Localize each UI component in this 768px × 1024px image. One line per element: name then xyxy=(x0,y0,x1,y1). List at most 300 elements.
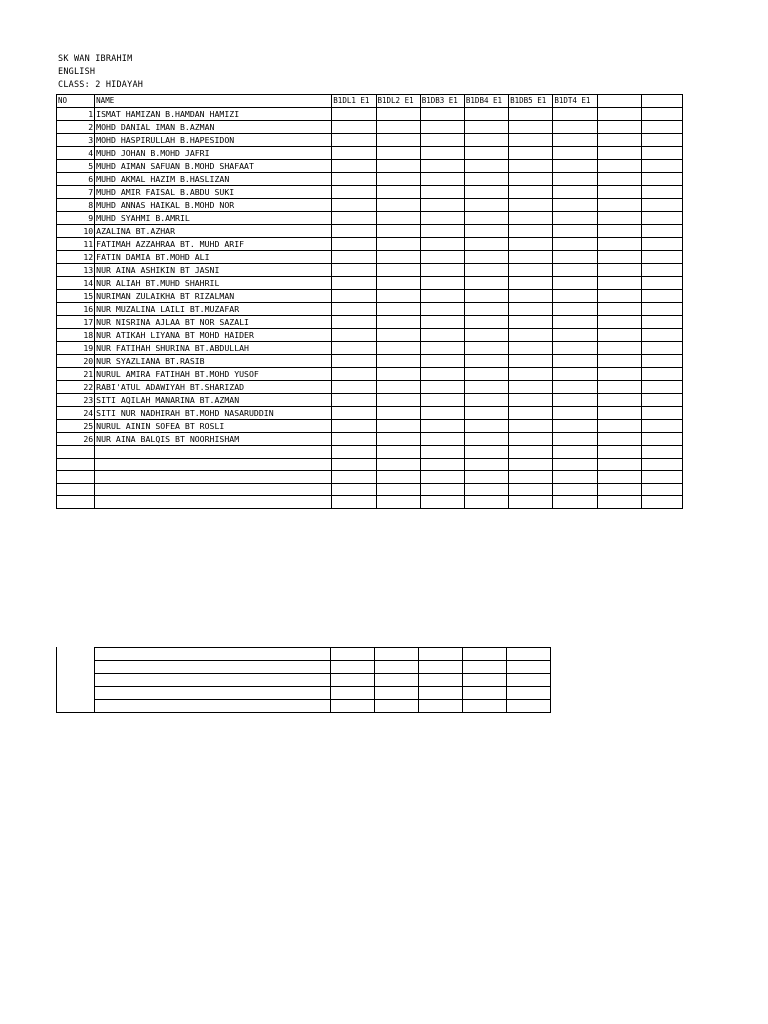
score-cell[interactable] xyxy=(376,355,420,368)
bottom-cell[interactable] xyxy=(463,648,507,661)
score-cell[interactable] xyxy=(420,433,464,446)
bottom-cell[interactable] xyxy=(331,687,375,700)
table-row xyxy=(57,496,683,509)
student-name: NURUL AMIRA FATIHAH BT.MOHD YUSOF xyxy=(95,368,332,381)
score-cell[interactable] xyxy=(464,471,508,484)
score-cell[interactable] xyxy=(553,342,597,355)
score-cell[interactable] xyxy=(509,277,553,290)
score-cell[interactable] xyxy=(509,407,553,420)
score-cell[interactable] xyxy=(464,394,508,407)
score-cell[interactable] xyxy=(420,355,464,368)
score-cell[interactable] xyxy=(509,446,553,459)
student-name: NUR AINA ASHIKIN BT JASNI xyxy=(95,264,332,277)
score-cell[interactable] xyxy=(509,303,553,316)
score-cell[interactable] xyxy=(509,420,553,433)
score-cell[interactable] xyxy=(420,186,464,199)
table-row xyxy=(57,147,683,160)
score-cell[interactable] xyxy=(597,251,641,264)
score-cell[interactable] xyxy=(332,290,376,303)
score-cell[interactable] xyxy=(509,147,553,160)
bottom-cell[interactable] xyxy=(95,648,331,661)
bottom-cell[interactable] xyxy=(95,687,331,700)
score-cell[interactable] xyxy=(464,446,508,459)
score-cell[interactable] xyxy=(597,355,641,368)
score-cell[interactable] xyxy=(641,238,682,251)
score-cell[interactable] xyxy=(597,420,641,433)
bottom-cell[interactable] xyxy=(419,687,463,700)
score-cell[interactable] xyxy=(420,238,464,251)
score-cell[interactable] xyxy=(420,342,464,355)
score-cell[interactable] xyxy=(597,199,641,212)
score-cell[interactable] xyxy=(597,238,641,251)
score-cell[interactable] xyxy=(641,121,682,134)
score-cell[interactable] xyxy=(332,134,376,147)
score-cell[interactable] xyxy=(464,433,508,446)
table-row xyxy=(57,238,683,251)
bottom-cell[interactable] xyxy=(331,700,375,713)
score-cell[interactable] xyxy=(509,290,553,303)
score-cell[interactable] xyxy=(641,108,682,121)
bottom-cell[interactable] xyxy=(419,661,463,674)
score-cell[interactable] xyxy=(553,407,597,420)
score-cell[interactable] xyxy=(332,458,376,471)
score-cell[interactable] xyxy=(553,108,597,121)
score-cell[interactable] xyxy=(420,251,464,264)
score-cell[interactable] xyxy=(376,238,420,251)
score-cell[interactable] xyxy=(553,471,597,484)
score-cell[interactable] xyxy=(420,290,464,303)
score-cell[interactable] xyxy=(553,251,597,264)
score-cell[interactable] xyxy=(641,433,682,446)
score-cell[interactable] xyxy=(553,264,597,277)
score-cell[interactable] xyxy=(420,394,464,407)
score-cell[interactable] xyxy=(332,264,376,277)
score-cell[interactable] xyxy=(509,264,553,277)
score-cell[interactable] xyxy=(332,381,376,394)
score-cell[interactable] xyxy=(332,160,376,173)
bottom-cell[interactable] xyxy=(507,648,551,661)
bottom-cell[interactable] xyxy=(95,661,331,674)
score-cell[interactable] xyxy=(464,225,508,238)
score-cell[interactable] xyxy=(641,251,682,264)
score-cell[interactable] xyxy=(641,199,682,212)
score-cell[interactable] xyxy=(332,238,376,251)
score-cell[interactable] xyxy=(332,173,376,186)
bottom-cell[interactable] xyxy=(331,648,375,661)
score-cell[interactable] xyxy=(553,290,597,303)
score-cell[interactable] xyxy=(597,108,641,121)
score-cell[interactable] xyxy=(420,471,464,484)
score-cell[interactable] xyxy=(509,134,553,147)
score-cell[interactable] xyxy=(509,225,553,238)
row-number: 24 xyxy=(57,407,95,420)
student-name xyxy=(95,471,332,484)
bottom-cell[interactable] xyxy=(331,661,375,674)
score-cell[interactable] xyxy=(376,471,420,484)
score-cell[interactable] xyxy=(509,108,553,121)
score-cell[interactable] xyxy=(420,121,464,134)
score-cell[interactable] xyxy=(553,121,597,134)
score-cell[interactable] xyxy=(376,264,420,277)
score-cell[interactable] xyxy=(420,277,464,290)
score-cell[interactable] xyxy=(509,173,553,186)
bottom-cell[interactable] xyxy=(507,700,551,713)
score-cell[interactable] xyxy=(464,134,508,147)
score-cell[interactable] xyxy=(597,173,641,186)
score-cell[interactable] xyxy=(553,446,597,459)
bottom-cell[interactable] xyxy=(507,674,551,687)
score-cell[interactable] xyxy=(332,342,376,355)
score-cell[interactable] xyxy=(553,277,597,290)
score-cell[interactable] xyxy=(464,277,508,290)
score-cell[interactable] xyxy=(553,355,597,368)
score-cell[interactable] xyxy=(641,225,682,238)
score-cell[interactable] xyxy=(464,329,508,342)
score-cell[interactable] xyxy=(597,303,641,316)
score-cell[interactable] xyxy=(376,186,420,199)
bottom-row xyxy=(95,674,551,687)
row-number: 21 xyxy=(57,368,95,381)
score-cell[interactable] xyxy=(376,147,420,160)
header-col-6: B1DT4 E1 xyxy=(553,95,597,108)
score-cell[interactable] xyxy=(464,160,508,173)
score-cell[interactable] xyxy=(641,212,682,225)
score-cell[interactable] xyxy=(464,381,508,394)
score-cell[interactable] xyxy=(420,264,464,277)
score-cell[interactable] xyxy=(509,251,553,264)
score-cell[interactable] xyxy=(641,264,682,277)
score-cell[interactable] xyxy=(420,134,464,147)
bottom-cell[interactable] xyxy=(95,674,331,687)
table-row xyxy=(57,225,683,238)
score-cell[interactable] xyxy=(332,108,376,121)
score-cell[interactable] xyxy=(553,212,597,225)
score-cell[interactable] xyxy=(332,329,376,342)
score-cell[interactable] xyxy=(553,199,597,212)
score-cell[interactable] xyxy=(376,160,420,173)
score-cell[interactable] xyxy=(464,342,508,355)
score-cell[interactable] xyxy=(420,212,464,225)
score-cell[interactable] xyxy=(376,368,420,381)
score-cell[interactable] xyxy=(597,368,641,381)
score-cell[interactable] xyxy=(464,483,508,496)
score-cell[interactable] xyxy=(553,483,597,496)
score-cell[interactable] xyxy=(376,108,420,121)
score-cell[interactable] xyxy=(464,121,508,134)
score-cell[interactable] xyxy=(597,147,641,160)
score-cell[interactable] xyxy=(376,316,420,329)
score-cell[interactable] xyxy=(376,121,420,134)
score-cell[interactable] xyxy=(332,303,376,316)
student-name: NURUL AININ SOFEA BT ROSLI xyxy=(95,420,332,433)
score-cell[interactable] xyxy=(641,381,682,394)
score-cell[interactable] xyxy=(509,316,553,329)
score-cell[interactable] xyxy=(376,329,420,342)
score-cell[interactable] xyxy=(641,134,682,147)
score-cell[interactable] xyxy=(376,199,420,212)
score-cell[interactable] xyxy=(597,471,641,484)
score-cell[interactable] xyxy=(332,355,376,368)
score-cell[interactable] xyxy=(641,147,682,160)
score-cell[interactable] xyxy=(332,225,376,238)
subject-name: ENGLISH xyxy=(58,67,96,77)
score-cell[interactable] xyxy=(597,277,641,290)
score-cell[interactable] xyxy=(332,394,376,407)
score-cell[interactable] xyxy=(464,407,508,420)
score-cell[interactable] xyxy=(597,290,641,303)
score-cell[interactable] xyxy=(509,212,553,225)
bottom-cell[interactable] xyxy=(331,674,375,687)
score-cell[interactable] xyxy=(597,342,641,355)
bottom-cell[interactable] xyxy=(375,700,419,713)
bottom-cell[interactable] xyxy=(375,648,419,661)
score-cell[interactable] xyxy=(641,186,682,199)
score-cell[interactable] xyxy=(464,199,508,212)
score-cell[interactable] xyxy=(641,160,682,173)
score-cell[interactable] xyxy=(641,368,682,381)
score-cell[interactable] xyxy=(553,433,597,446)
score-cell[interactable] xyxy=(420,368,464,381)
score-cell[interactable] xyxy=(641,407,682,420)
score-cell[interactable] xyxy=(464,458,508,471)
score-cell[interactable] xyxy=(641,355,682,368)
score-cell[interactable] xyxy=(464,420,508,433)
score-cell[interactable] xyxy=(464,316,508,329)
score-cell[interactable] xyxy=(332,471,376,484)
bottom-cell[interactable] xyxy=(95,700,331,713)
score-cell[interactable] xyxy=(420,329,464,342)
score-cell[interactable] xyxy=(376,496,420,509)
score-cell[interactable] xyxy=(641,483,682,496)
student-name: RABI'ATUL ADAWIYAH BT.SHARIZAD xyxy=(95,381,332,394)
score-cell[interactable] xyxy=(376,446,420,459)
score-cell[interactable] xyxy=(641,446,682,459)
score-cell[interactable] xyxy=(597,329,641,342)
score-cell[interactable] xyxy=(376,420,420,433)
score-cell[interactable] xyxy=(509,342,553,355)
score-cell[interactable] xyxy=(509,433,553,446)
score-cell[interactable] xyxy=(420,420,464,433)
score-cell[interactable] xyxy=(376,212,420,225)
score-cell[interactable] xyxy=(464,108,508,121)
score-cell[interactable] xyxy=(597,160,641,173)
score-cell[interactable] xyxy=(420,199,464,212)
score-cell[interactable] xyxy=(332,121,376,134)
score-cell[interactable] xyxy=(376,225,420,238)
score-cell[interactable] xyxy=(509,199,553,212)
score-cell[interactable] xyxy=(641,420,682,433)
score-cell[interactable] xyxy=(553,160,597,173)
score-cell[interactable] xyxy=(420,147,464,160)
header-no: NO xyxy=(57,95,95,108)
score-cell[interactable] xyxy=(376,277,420,290)
score-cell[interactable] xyxy=(464,186,508,199)
score-cell[interactable] xyxy=(597,407,641,420)
bottom-cell[interactable] xyxy=(507,661,551,674)
score-cell[interactable] xyxy=(509,238,553,251)
score-cell[interactable] xyxy=(332,433,376,446)
score-cell[interactable] xyxy=(332,368,376,381)
score-cell[interactable] xyxy=(376,407,420,420)
score-cell[interactable] xyxy=(420,483,464,496)
score-cell[interactable] xyxy=(332,483,376,496)
score-cell[interactable] xyxy=(509,368,553,381)
bottom-cell[interactable] xyxy=(463,687,507,700)
score-cell[interactable] xyxy=(641,316,682,329)
score-cell[interactable] xyxy=(553,496,597,509)
bottom-cell[interactable] xyxy=(375,661,419,674)
score-cell[interactable] xyxy=(376,483,420,496)
score-cell[interactable] xyxy=(420,173,464,186)
score-cell[interactable] xyxy=(464,173,508,186)
score-cell[interactable] xyxy=(420,316,464,329)
score-cell[interactable] xyxy=(464,251,508,264)
score-cell[interactable] xyxy=(597,496,641,509)
score-cell[interactable] xyxy=(464,238,508,251)
score-cell[interactable] xyxy=(509,394,553,407)
score-cell[interactable] xyxy=(553,134,597,147)
score-cell[interactable] xyxy=(509,160,553,173)
bottom-cell[interactable] xyxy=(463,661,507,674)
score-cell[interactable] xyxy=(376,303,420,316)
score-cell[interactable] xyxy=(597,212,641,225)
score-cell[interactable] xyxy=(553,303,597,316)
score-cell[interactable] xyxy=(553,316,597,329)
score-cell[interactable] xyxy=(464,496,508,509)
score-cell[interactable] xyxy=(509,496,553,509)
score-cell[interactable] xyxy=(332,199,376,212)
score-cell[interactable] xyxy=(420,458,464,471)
score-cell[interactable] xyxy=(420,303,464,316)
score-cell[interactable] xyxy=(597,483,641,496)
score-cell[interactable] xyxy=(420,381,464,394)
score-cell[interactable] xyxy=(376,134,420,147)
score-cell[interactable] xyxy=(553,173,597,186)
score-cell[interactable] xyxy=(464,355,508,368)
score-cell[interactable] xyxy=(641,173,682,186)
score-cell[interactable] xyxy=(420,496,464,509)
score-cell[interactable] xyxy=(332,212,376,225)
score-cell[interactable] xyxy=(464,264,508,277)
score-cell[interactable] xyxy=(597,446,641,459)
score-cell[interactable] xyxy=(597,186,641,199)
score-cell[interactable] xyxy=(464,290,508,303)
bottom-cell[interactable] xyxy=(419,700,463,713)
score-cell[interactable] xyxy=(332,277,376,290)
row-number xyxy=(57,458,95,471)
score-cell[interactable] xyxy=(332,251,376,264)
score-cell[interactable] xyxy=(597,225,641,238)
score-cell[interactable] xyxy=(597,433,641,446)
score-cell[interactable] xyxy=(553,238,597,251)
score-cell[interactable] xyxy=(553,420,597,433)
score-cell[interactable] xyxy=(597,458,641,471)
score-cell[interactable] xyxy=(641,303,682,316)
score-cell[interactable] xyxy=(509,458,553,471)
row-number: 11 xyxy=(57,238,95,251)
score-cell[interactable] xyxy=(332,407,376,420)
bottom-cell[interactable] xyxy=(463,700,507,713)
score-cell[interactable] xyxy=(597,121,641,134)
score-cell[interactable] xyxy=(376,433,420,446)
score-cell[interactable] xyxy=(641,394,682,407)
bottom-cell[interactable] xyxy=(419,648,463,661)
score-cell[interactable] xyxy=(420,446,464,459)
score-cell[interactable] xyxy=(597,264,641,277)
score-cell[interactable] xyxy=(376,394,420,407)
bottom-cell[interactable] xyxy=(463,674,507,687)
score-cell[interactable] xyxy=(597,394,641,407)
score-cell[interactable] xyxy=(641,496,682,509)
score-cell[interactable] xyxy=(376,381,420,394)
score-cell[interactable] xyxy=(420,108,464,121)
score-cell[interactable] xyxy=(332,420,376,433)
table-row xyxy=(57,483,683,496)
score-cell[interactable] xyxy=(420,225,464,238)
score-cell[interactable] xyxy=(509,483,553,496)
header-col-7 xyxy=(597,95,641,108)
score-cell[interactable] xyxy=(376,290,420,303)
score-cell[interactable] xyxy=(553,381,597,394)
score-cell[interactable] xyxy=(420,160,464,173)
score-cell[interactable] xyxy=(641,458,682,471)
score-cell[interactable] xyxy=(332,186,376,199)
score-cell[interactable] xyxy=(553,225,597,238)
score-cell[interactable] xyxy=(376,342,420,355)
bottom-cell[interactable] xyxy=(507,687,551,700)
score-cell[interactable] xyxy=(376,173,420,186)
row-number: 23 xyxy=(57,394,95,407)
score-cell[interactable] xyxy=(553,458,597,471)
score-cell[interactable] xyxy=(597,381,641,394)
score-cell[interactable] xyxy=(464,212,508,225)
score-cell[interactable] xyxy=(553,147,597,160)
bottom-cell[interactable] xyxy=(375,687,419,700)
score-cell[interactable] xyxy=(464,368,508,381)
score-cell[interactable] xyxy=(553,186,597,199)
score-cell[interactable] xyxy=(464,147,508,160)
score-cell[interactable] xyxy=(332,446,376,459)
score-cell[interactable] xyxy=(641,290,682,303)
row-number: 2 xyxy=(57,121,95,134)
score-cell[interactable] xyxy=(332,316,376,329)
score-cell[interactable] xyxy=(597,316,641,329)
bottom-cell[interactable] xyxy=(375,674,419,687)
score-cell[interactable] xyxy=(641,329,682,342)
score-cell[interactable] xyxy=(509,121,553,134)
score-cell[interactable] xyxy=(332,496,376,509)
score-cell[interactable] xyxy=(641,277,682,290)
score-cell[interactable] xyxy=(553,368,597,381)
score-cell[interactable] xyxy=(553,329,597,342)
score-cell[interactable] xyxy=(332,147,376,160)
score-cell[interactable] xyxy=(509,381,553,394)
score-cell[interactable] xyxy=(464,303,508,316)
score-cell[interactable] xyxy=(509,186,553,199)
score-cell[interactable] xyxy=(376,251,420,264)
score-cell[interactable] xyxy=(597,134,641,147)
score-cell[interactable] xyxy=(641,342,682,355)
row-number xyxy=(57,446,95,459)
score-cell[interactable] xyxy=(376,458,420,471)
score-cell[interactable] xyxy=(641,471,682,484)
score-cell[interactable] xyxy=(509,355,553,368)
score-cell[interactable] xyxy=(420,407,464,420)
score-cell[interactable] xyxy=(509,471,553,484)
bottom-cell[interactable] xyxy=(419,674,463,687)
score-cell[interactable] xyxy=(509,329,553,342)
score-cell[interactable] xyxy=(553,394,597,407)
